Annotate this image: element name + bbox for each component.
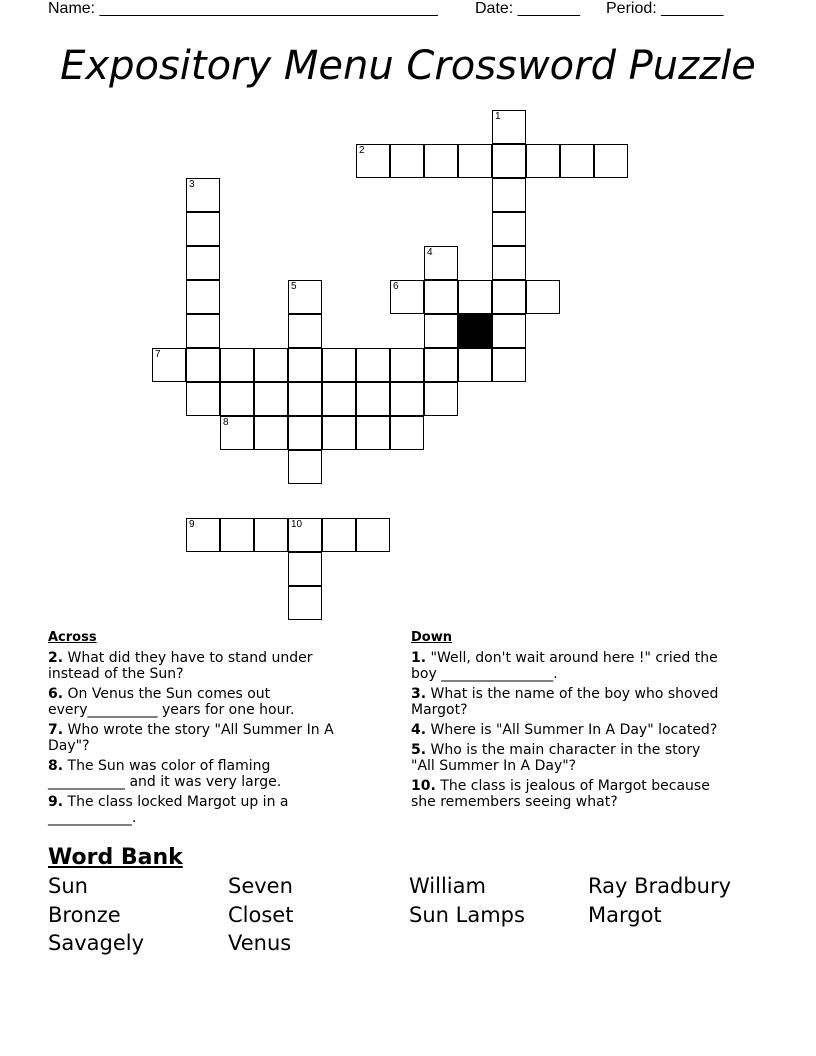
clue-item bbox=[411, 742, 771, 774]
crossword-cell[interactable] bbox=[390, 144, 424, 178]
crossword-cell[interactable] bbox=[424, 382, 458, 416]
crossword-cell[interactable] bbox=[492, 178, 526, 212]
crossword-cell[interactable] bbox=[288, 348, 322, 382]
crossword-cell[interactable] bbox=[458, 280, 492, 314]
clue-number: 8 bbox=[223, 417, 229, 428]
crossword-cell[interactable] bbox=[594, 144, 628, 178]
word-bank-word: Closet bbox=[228, 903, 294, 927]
crossword-cell[interactable] bbox=[186, 280, 220, 314]
word-bank-word: Margot bbox=[588, 903, 662, 927]
clue-item-text: Who wrote the story "All Summer In A Day"? bbox=[48, 722, 334, 754]
clue-item-text: The class is jealous of Margot because she remembers seeing what? bbox=[411, 778, 710, 810]
clue-item bbox=[48, 722, 378, 754]
word-bank-title: Word Bank bbox=[48, 845, 183, 870]
crossword-cell[interactable] bbox=[288, 382, 322, 416]
crossword-cell[interactable] bbox=[322, 348, 356, 382]
clue-item-number: 3. bbox=[411, 686, 427, 702]
clue-item-text: The class locked Margot up in a ____________. bbox=[48, 794, 289, 826]
crossword-cell[interactable] bbox=[492, 246, 526, 280]
crossword-cell[interactable] bbox=[186, 246, 220, 280]
word-bank-word: Ray Bradbury bbox=[588, 874, 732, 898]
date-field-label: Date: _______ bbox=[475, 0, 580, 17]
crossword-cell[interactable] bbox=[288, 552, 322, 586]
crossword-cell[interactable] bbox=[390, 416, 424, 450]
crossword-cell[interactable] bbox=[492, 280, 526, 314]
word-bank-word: Sun Lamps bbox=[409, 903, 525, 927]
clue-item bbox=[48, 650, 378, 682]
clue-number: 9 bbox=[189, 519, 195, 530]
crossword-cell[interactable] bbox=[220, 382, 254, 416]
clue-number: 10 bbox=[291, 519, 303, 530]
crossword-cell[interactable] bbox=[458, 144, 492, 178]
clue-item-text: What did they have to stand under instead of the Sun? bbox=[48, 650, 313, 682]
crossword-cell[interactable] bbox=[288, 280, 322, 314]
period-field-label: Period: _______ bbox=[606, 0, 724, 17]
clue-item-text: Where is "All Summer In A Day" located? bbox=[426, 722, 718, 738]
crossword-cell[interactable] bbox=[322, 518, 356, 552]
across-clues bbox=[48, 630, 378, 830]
crossword-cell[interactable] bbox=[492, 348, 526, 382]
crossword-cell[interactable] bbox=[424, 280, 458, 314]
crossword-cell[interactable] bbox=[492, 212, 526, 246]
clue-item bbox=[48, 794, 378, 826]
crossword-cell[interactable] bbox=[288, 416, 322, 450]
crossword-cell[interactable] bbox=[254, 382, 288, 416]
clue-number: 1 bbox=[495, 111, 501, 122]
crossword-cell[interactable] bbox=[526, 280, 560, 314]
clue-item-number: 8. bbox=[48, 758, 64, 774]
crossword-cell[interactable] bbox=[254, 518, 288, 552]
clue-number: 3 bbox=[189, 179, 195, 190]
crossword-cell[interactable] bbox=[220, 518, 254, 552]
crossword-cell[interactable] bbox=[254, 348, 288, 382]
name-field-label: Name: ______________________________________ bbox=[48, 0, 438, 17]
clue-item-number: 10. bbox=[411, 778, 436, 794]
clue-number: 4 bbox=[427, 247, 433, 258]
crossword-cell[interactable] bbox=[424, 144, 458, 178]
crossword-cell[interactable] bbox=[356, 348, 390, 382]
crossword-cell[interactable] bbox=[186, 382, 220, 416]
crossword-cell[interactable] bbox=[322, 382, 356, 416]
clue-item-number: 4. bbox=[411, 722, 427, 738]
word-bank-word: Savagely bbox=[48, 931, 145, 955]
clue-item-text: The Sun was color of flaming ___________ and it was very large. bbox=[48, 758, 282, 790]
crossword-cell[interactable] bbox=[186, 178, 220, 212]
crossword-cell[interactable] bbox=[356, 382, 390, 416]
crossword-cell[interactable] bbox=[186, 314, 220, 348]
crossword-cell[interactable] bbox=[322, 416, 356, 450]
down-heading: Down bbox=[411, 630, 452, 645]
word-bank-word: William bbox=[409, 874, 486, 898]
word-bank-word: Venus bbox=[228, 931, 292, 955]
crossword-cell[interactable] bbox=[492, 144, 526, 178]
clue-item-number: 2. bbox=[48, 650, 64, 666]
crossword-cell[interactable] bbox=[424, 314, 458, 348]
clue-item-number: 5. bbox=[411, 742, 427, 758]
clue-item bbox=[411, 686, 771, 718]
clue-number: 5 bbox=[291, 281, 297, 292]
crossword-cell[interactable] bbox=[458, 348, 492, 382]
crossword-cell[interactable] bbox=[424, 246, 458, 280]
crossword-cell[interactable] bbox=[356, 144, 390, 178]
crossword-cell[interactable] bbox=[186, 212, 220, 246]
crossword-cell[interactable] bbox=[186, 518, 220, 552]
crossword-cell[interactable] bbox=[492, 110, 526, 144]
crossword-cell[interactable] bbox=[560, 144, 594, 178]
clue-item-number: 9. bbox=[48, 794, 64, 810]
crossword-cell[interactable] bbox=[288, 518, 322, 552]
across-heading: Across bbox=[48, 630, 97, 645]
crossword-cell[interactable] bbox=[356, 416, 390, 450]
clue-number: 7 bbox=[155, 349, 161, 360]
down-clues bbox=[411, 630, 771, 814]
clue-number: 2 bbox=[359, 145, 365, 156]
clue-item bbox=[411, 650, 771, 682]
crossword-cell[interactable] bbox=[220, 416, 254, 450]
crossword-cell[interactable] bbox=[492, 314, 526, 348]
crossword-cell[interactable] bbox=[526, 144, 560, 178]
clue-item-number: 7. bbox=[48, 722, 64, 738]
clue-item-number: 6. bbox=[48, 686, 64, 702]
word-bank-word: Sun bbox=[48, 874, 88, 898]
clue-item bbox=[411, 778, 771, 810]
crossword-black-cell bbox=[458, 314, 492, 348]
clue-item-text: Who is the main character in the story "All Summer In A Day"? bbox=[411, 742, 701, 774]
crossword-cell[interactable] bbox=[186, 348, 220, 382]
crossword-cell[interactable] bbox=[288, 586, 322, 620]
crossword-cell[interactable] bbox=[152, 348, 186, 382]
crossword-cell[interactable] bbox=[356, 518, 390, 552]
page-title: Expository Menu Crossword Puzzle bbox=[60, 43, 756, 89]
clue-item-text: What is the name of the boy who shoved Margot? bbox=[411, 686, 719, 718]
crossword-cell[interactable] bbox=[390, 348, 424, 382]
crossword-cell[interactable] bbox=[288, 450, 322, 484]
word-bank-word: Seven bbox=[228, 874, 293, 898]
clue-number: 6 bbox=[393, 281, 399, 292]
clue-item-text: On Venus the Sun comes out every__________ years for one hour. bbox=[48, 686, 295, 718]
word-bank-word: Bronze bbox=[48, 903, 121, 927]
clue-item bbox=[411, 722, 771, 738]
clue-item-number: 1. bbox=[411, 650, 427, 666]
clue-item-text: "Well, don't wait around here !" cried the boy ________________. bbox=[411, 650, 718, 682]
crossword-cell[interactable] bbox=[390, 382, 424, 416]
crossword-cell[interactable] bbox=[220, 348, 254, 382]
crossword-cell[interactable] bbox=[254, 416, 288, 450]
clue-item bbox=[48, 686, 378, 718]
crossword-cell[interactable] bbox=[288, 314, 322, 348]
clue-item bbox=[48, 758, 378, 790]
crossword-cell[interactable] bbox=[390, 280, 424, 314]
crossword-cell[interactable] bbox=[424, 348, 458, 382]
